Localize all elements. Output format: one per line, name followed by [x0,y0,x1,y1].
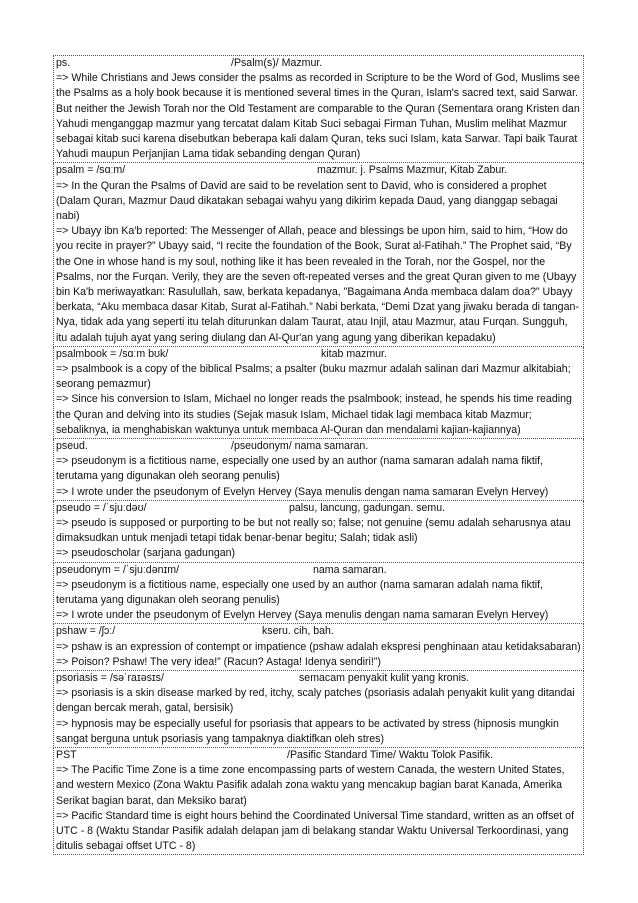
dictionary-page [53,55,584,855]
gloss: palsu, lancung, gadungan. semu. [289,501,446,514]
example-line: => Pacific Standard time is eight hours behind the Coordinated Universal Time standard, written as an offset of UTC - 8 (Waktu Standar Pasifik adalah delapan jam di belakang standar Waktu Universal Terkoordinasi, yang ditulis sebagai offset UTC - 8) [56,809,575,853]
example-line: => While Christians and Jews consider the psalms as recorded in Scripture to be the Word of God, Muslims see the Psalms as a holy book because it is mentioned several times in the Quran, Islam's sacred text, said Sarwar. But neither the Jewish Torah nor the Old Testament are comparable to the Quran (Sementara orang Kristen dan Yahudi menganggap mazmur yang tercatat dalam Kitab Suci sebagai Firman Tuhan, Muslim melihat Mazmur sebagai kitab suci karena disebutkan beberapa kali dalam Quran, teks suci Islam, kata Sarwar. Tapi baik Taurat Yahudi maupun Perjanjian Lama tidak sebanding dengan Quran) [56,72,580,161]
example-line: => pseudoscholar (sarjana gadungan) [56,547,236,560]
headword: pseudo = /ˈsjuːdəʊ/ [56,501,147,514]
gloss: /Psalm(s)/ Mazmur. [231,57,323,69]
example-line: => I wrote under the pseudonym of Evelyn Hervey (Saya menulis dengan nama samaran Evelyn Hervey) [56,609,549,622]
gloss: kseru. cih, bah. [262,625,334,638]
example-line: => hypnosis may be especially useful for psoriasis that appears to be activated by stress (hipnosis mungkin sangat berguna untuk psoriasis yang tampaknya diaktifkan oleh stres) [56,717,559,745]
entry-head [56,563,581,578]
example-line: => psalmbook is a copy of the biblical Psalms; a psalter (buku mazmur adalah salinan dari Mazmur alkitabiah; seorang pemazmur) [56,363,571,391]
gloss: mazmur. j. Psalms Mazmur, Kitab Zabur. [317,164,508,177]
example-line: => Poison? Pshaw! The very idea!” (Racun? Astaga! Idenya sendiri!”) [56,655,381,668]
headword: ps. [56,57,71,69]
gloss: /Pasific Standard Time/ Waktu Tolok Pasifik. [287,749,494,762]
entry-head [56,748,581,763]
dictionary-entry [53,439,584,501]
example-line: => pseudonym is a fictitious name, especially one used by an author (nama samaran adalah nama fiktif, terutama yang digunakan oleh seorang penulis) [56,578,543,607]
gloss: kitab mazmur. [321,347,387,360]
example-line: => pseudonym is a fictitious name, especially one used by an author (nama samaran adalah nama fiktif, terutama yang digunakan oleh seorang penulis) [56,455,543,483]
headword: psoriasis = /səˈraɪəsɪs/ [56,672,164,685]
dictionary-entry [53,163,584,346]
entry-head [56,624,581,639]
example-line: => I wrote under the pseudonym of Evelyn Hervey (Saya menulis dengan nama samaran Evelyn Hervey) [56,485,549,498]
headword: psalm = /sɑːm/ [56,164,126,177]
dictionary-entry [53,748,584,855]
dictionary-entry [53,501,584,563]
headword: pseud. [56,440,88,453]
example-line: => psoriasis is a skin disease marked by red, itchy, scaly patches (psoriasis adalah penyakit kulit yang ditandai dengan bercak merah, gatal, bersisik) [56,687,575,715]
entry-head [56,347,581,362]
headword: PST [56,749,77,762]
example-line: => pshaw is an expression of contempt or impatience (pshaw adalah ekspresi penghinaan atau ketidaksabaran) [56,640,581,653]
example-line: => In the Quran the Psalms of David are said to be revelation sent to David, who is considered a prophet (Dalam Quran, Mazmur Daud dikatakan sebagai wahyu yang dikirim kepada Daud, yang dianggap sebagai nabi) [56,179,558,222]
entry-head [56,439,581,454]
gloss: semacam penyakit kulit yang kronis. [299,672,470,685]
headword: psalmbook = /sɑːm bʊk/ [56,347,169,360]
example-line: => Ubayy ibn Ka'b reported: The Messenger of Allah, peace and blessings be upon him, said to him, “How do you recite in prayer?” Ubayy said, “I recite the foundation of the Book, Surat al-Fatihah.” The Prophet said, “By the One in whose hand is my soul, nothing like it has been revealed in the Torah, nor the Gospel, nor the Psalms, nor the Furqan. Verily, they are the seven oft-repeated verses and the great Quran given to me (Ubayy bin Ka'b meriwayatkan: Rasulullah, saw, berkata kepadanya, "Bagaimana Anda membaca dalam doa?" Ubayy berkata, “Aku membaca dasar Kitab, Surat al-Fatihah.” Nabi berkata, “Demi Dzat yang jiwaku berada di tangan-Nya, tidak ada yang seperti itu telah diturunkan dalam Taurat, atau Injil, atau Mazmur, atau Furqan. Sungguh, itu adalah tujuh ayat yang sering diulang dan Al-Qur'an yang agung yang diberikan kepadaku) [56,225,579,344]
dictionary-entry [53,55,584,163]
example-line: => Since his conversion to Islam, Michael no longer reads the psalmbook; instead, he spends his time reading the Quran and delving into its studies (Sejak masuk Islam, Michael tidak lagi membaca kitab Mazmur; sebaliknya, ia menghabiskan waktunya untuk membaca Al-Quran dan mendalami kajian-kajiannya) [56,393,572,436]
entry-head [56,501,581,516]
dictionary-entry [53,563,584,625]
headword: pseudonym = /ˈsjuːdənɪm/ [56,563,180,576]
dictionary-entry [53,624,584,671]
dictionary-entry [53,347,584,439]
entry-head [56,56,581,71]
example-line: => The Pacific Time Zone is a time zone encompassing parts of western Canada, the western United States, and western Mexico (Zona Waktu Pasifik adalah zona waktu yang mencakup bagian barat Kanada, Amerika Serikat bagian barat, dan Meksiko barat) [56,764,565,807]
entry-head [56,163,581,178]
gloss: /pseudonym/ nama samaran. [231,440,369,453]
dictionary-entry [53,671,584,748]
headword: pshaw = /ʃɔː/ [56,625,116,638]
entry-head [56,671,581,686]
example-line: => pseudo is supposed or purporting to be but not really so; false; not genuine (semu adalah seharusnya atau dimaksudkan untuk menjadi tetapi tidak benar-benar begitu; Salah; tidak asli) [56,517,571,545]
gloss: nama samaran. [313,563,387,576]
